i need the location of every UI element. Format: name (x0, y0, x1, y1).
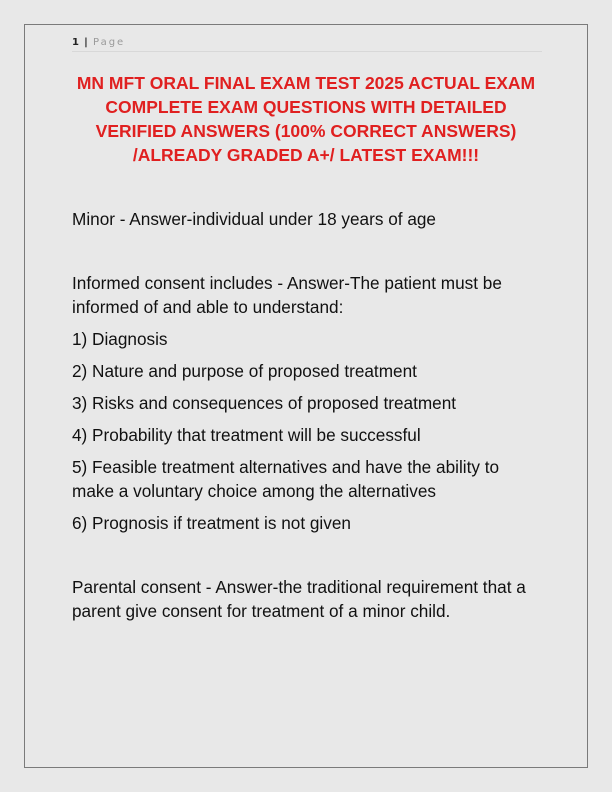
entry-informed-consent: Informed consent includes - Answer-The patient must be informed of and able to understand: (72, 273, 502, 317)
page-label: Page (93, 37, 126, 48)
document-title: MN MFT ORAL FINAL EXAM TEST 2025 ACTUAL EXAM COMPLETE EXAM QUESTIONS WITH DETAILED VERIFIED ANSWERS (100% CORRECT ANSWERS) /ALREADY GRADED A+/ LATEST EXAM!!! (76, 73, 536, 165)
list-item: 3) Risks and consequences of proposed treatment (72, 393, 457, 413)
entry-parental-consent: Parental consent - Answer-the traditional requirement that a parent give consent for treatment of a minor child. (72, 577, 526, 621)
entry-minor: Minor - Answer-individual under 18 years of age (72, 209, 436, 229)
page-header (72, 36, 542, 52)
page-separator: | (84, 37, 88, 48)
list-item: 5) Feasible treatment alternatives and have the ability to make a voluntary choice among the alternatives (72, 457, 500, 501)
list-item: 6) Prognosis if treatment is not given (72, 513, 351, 533)
list-item: 1) Diagnosis (72, 329, 168, 349)
list-item: 2) Nature and purpose of proposed treatment (72, 361, 417, 381)
list-item: 4) Probability that treatment will be successful (72, 425, 421, 445)
page-number: 1 (72, 37, 79, 48)
